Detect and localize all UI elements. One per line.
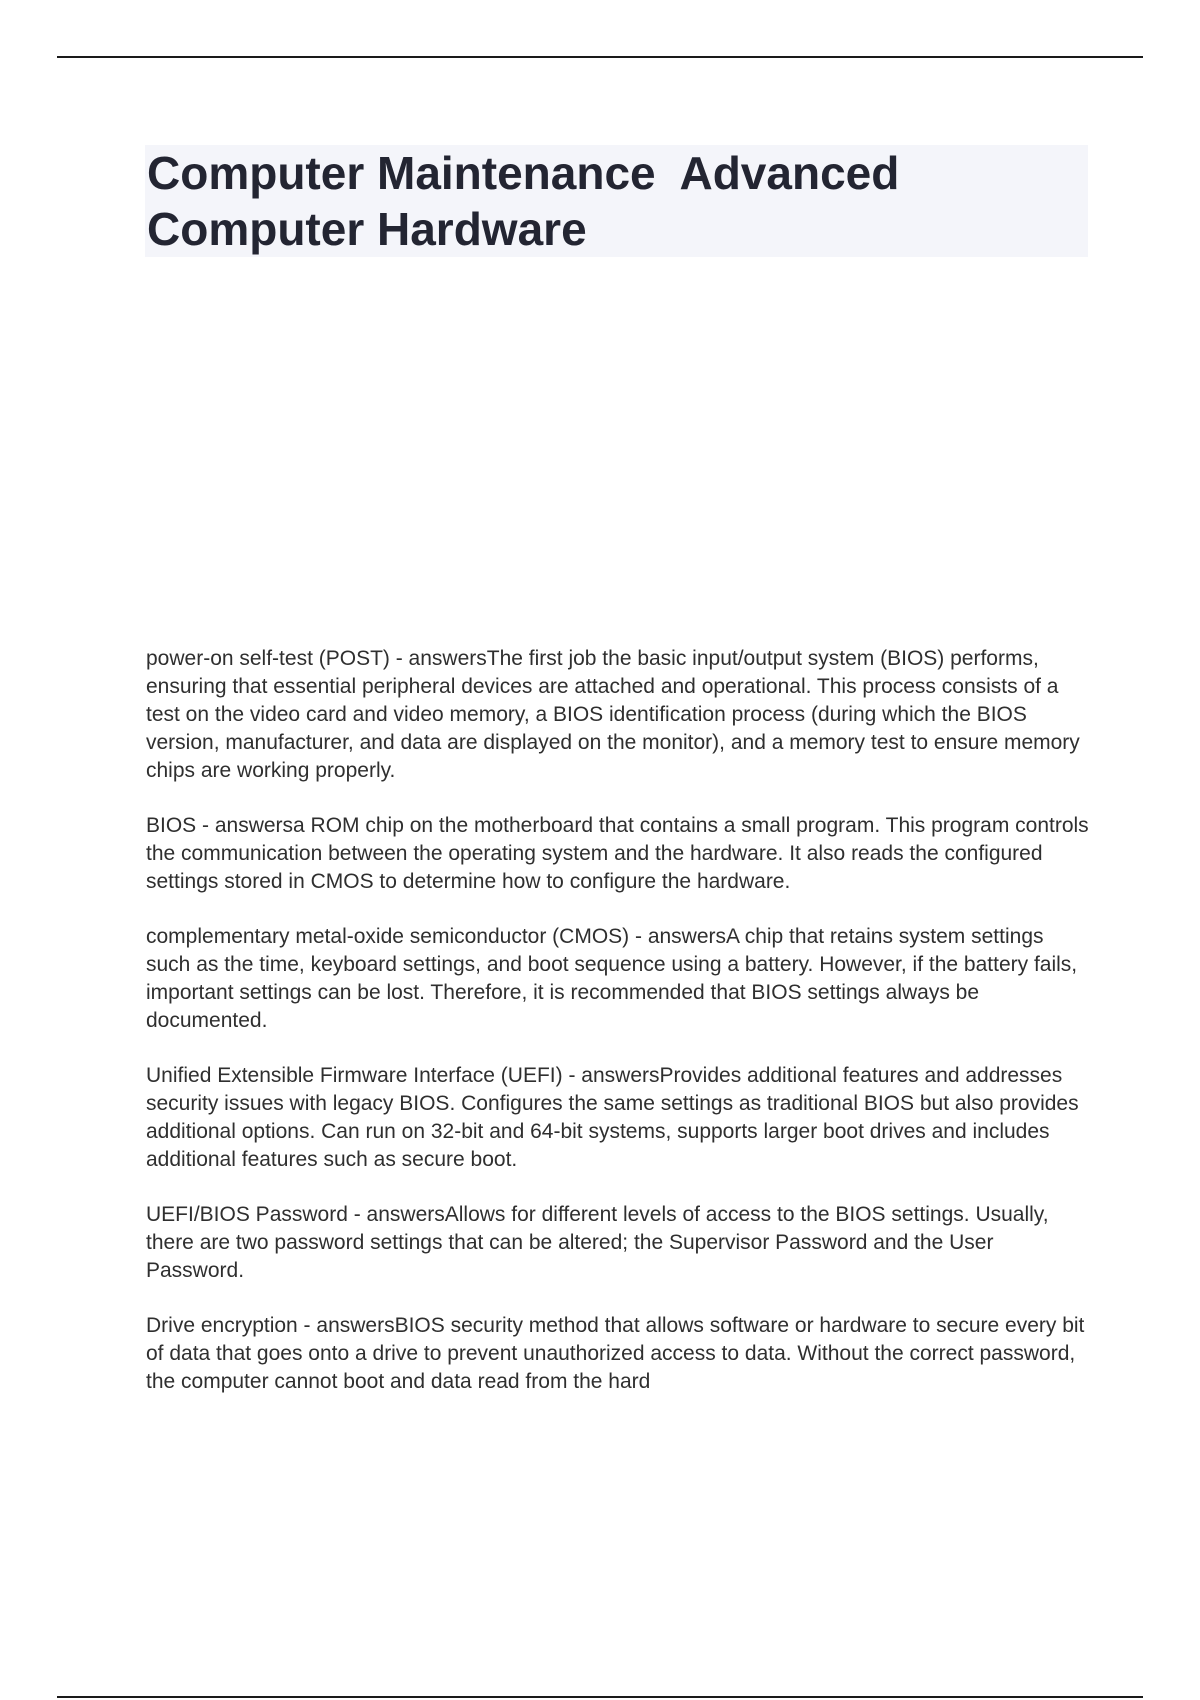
bottom-rule [57, 1696, 1143, 1698]
entry-cmos: complementary metal-oxide semiconductor (CMOS) - answersA chip that retains system settings such as the time, keyboard settings, and boot sequence using a battery. However, if the battery fails, important settings can be lost. Therefore, it is recommended that BIOS settings always be documented. [146, 925, 1078, 1032]
entry-post: power-on self-test (POST) - answersThe first job the basic input/output system (BIOS) performs, ensuring that essential peripheral devices are attached and operational. This process consists of a test on the video card and video memory, a BIOS identification process (during which the BIOS version, manufacturer, and data are displayed on the monitor), and a memory test to ensure memory chips are working properly. [146, 647, 1080, 782]
document-body [146, 645, 1091, 1423]
page-title: Computer Maintenance Advanced Computer Hardware [147, 147, 913, 255]
entry-bios: BIOS - answersa ROM chip on the motherboard that contains a small program. This program controls the communication between the operating system and the hardware. It also reads the configured settings stored in CMOS to determine how to configure the hardware. [146, 814, 1089, 893]
top-rule [57, 56, 1143, 58]
entry-uefi: Unified Extensible Firmware Interface (UEFI) - answersProvides additional features and addresses security issues with legacy BIOS. Configures the same settings as traditional BIOS but also provides additional options. Can run on 32-bit and 64-bit systems, supports larger boot drives and includes additional features such as secure boot. [146, 1064, 1079, 1171]
entry-bios-password: UEFI/BIOS Password - answersAllows for different levels of access to the BIOS settings. Usually, there are two password settings that can be altered; the Supervisor Password and the User Password. [146, 1203, 1049, 1282]
title-banner [145, 145, 1088, 257]
entry-drive-encryption: Drive encryption - answersBIOS security method that allows software or hardware to secure every bit of data that goes onto a drive to prevent unauthorized access to data. Without the correct password, the computer cannot boot and data read from the hard [146, 1314, 1085, 1393]
